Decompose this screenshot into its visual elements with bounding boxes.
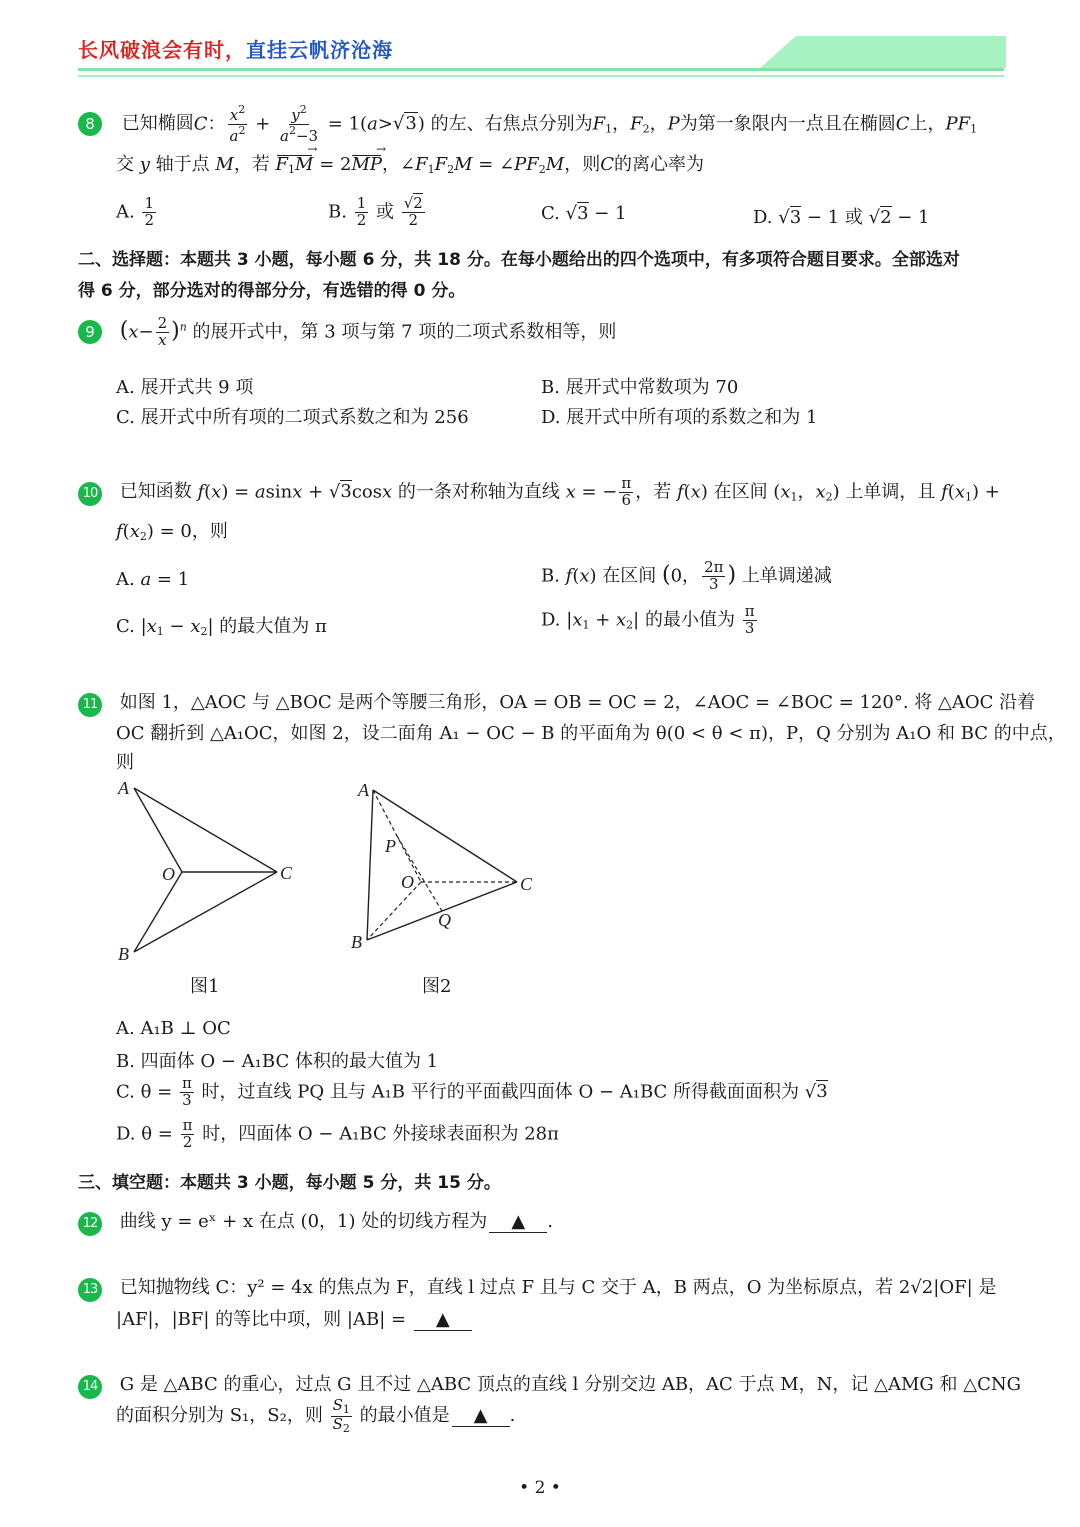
q9-option-a: A. 展开式共 9 项 — [116, 377, 254, 398]
figure-1-diagram — [112, 776, 312, 966]
question-11-line-1: 11 如图 1，△AOC 与 △BOC 是两个等腰三角形，OA = OB = OC = 2，∠AOC = ∠BOC = 120°. 将 △AOC 沿着 — [78, 688, 1035, 717]
fig1-edge-ac — [134, 788, 277, 872]
question-10-line-1: 10 已知函数 f(x) = asinx + √3cosx 的一条对称轴为直线 x = − $\frac{\pi}{6}$ ，若 f(x) 在区间 ($x_1$，$x_2$) 上单调，且 $f(x_1)$ + — [78, 476, 1000, 509]
question-11-line-2: OC 翻折到 △A₁OC，如图 2，设二面角 A₁ − OC − B 的平面角为 θ(0 < θ < π)，P，Q 分别为 A₁O 和 BC 的中点， — [116, 723, 1066, 744]
question-9-stem: 9 (x− $\frac{2}{x}$ )$^n$ 的展开式中，第 3 项与第 7 项的二项式系数相等，则 — [78, 316, 616, 349]
header-rule-thin — [78, 75, 1004, 77]
answer-blank[interactable]: ▲ — [489, 1211, 547, 1233]
question-number-badge: 13 — [78, 1278, 102, 1302]
q8-option-a: A. $\frac{1}{2}$ — [116, 194, 155, 229]
question-14-line-1: 14 G 是 △ABC 的重心，过点 G 且不过 △ABC 顶点的直线 l 分别交边 AB，AC 于点 M，N，记 △AMG 和 △CNG — [78, 1370, 1021, 1399]
fig1-edge-ob — [134, 872, 182, 952]
answer-blank[interactable]: ▲ — [414, 1309, 472, 1331]
fig2-label-b: B — [351, 932, 362, 952]
figure-2-caption: 图2 — [422, 976, 452, 997]
page-number: • 2 • — [519, 1478, 561, 1498]
question-12: 12 曲线 y = eˣ + x 在点 (0，1) 处的切线方程为 ▲ . — [78, 1207, 553, 1236]
section-3-instruction: 三、填空题：本题共 3 小题，每小题 5 分，共 15 分。 — [78, 1173, 501, 1193]
slogan-part-1: 长风破浪会有时， — [78, 38, 246, 62]
q8-option-c: C. √3 − 1 — [541, 203, 627, 224]
question-11-line-3: 则 — [116, 752, 134, 773]
fig2-label-a: A — [358, 780, 369, 800]
fig2-label-p: P — [385, 836, 396, 856]
figure-1-caption: 图1 — [190, 976, 220, 997]
q9-option-b: B. 展开式中常数项为 70 — [541, 377, 739, 398]
q10-option-d: D. $|x_1 + x_2|$ 的最小值为 $\frac{\pi}{3}$ — [541, 602, 755, 637]
fig2-label-q: Q — [438, 910, 451, 930]
header-slogan — [78, 34, 393, 63]
figure-2-diagram — [345, 776, 545, 966]
question-number-badge: 12 — [78, 1212, 102, 1236]
q8-stem: 已知椭圆 — [121, 113, 194, 135]
question-number-badge: 14 — [78, 1375, 102, 1399]
header-rule — [78, 68, 1004, 71]
question-number-badge: 11 — [78, 693, 102, 717]
question-number-badge: 8 — [78, 112, 102, 136]
fig2-label-c: C — [520, 874, 533, 894]
answer-blank[interactable]: ▲ — [452, 1405, 510, 1427]
section-2-instruction-1: 二、选择题：本题共 3 小题，每小题 6 分，共 18 分。在每小题给出的四个选项中，有多项符合题目要求。全部选对 — [78, 250, 960, 270]
fig2-label-o: O — [401, 872, 414, 892]
q8-option-d: D. √3 − 1 或 √2 − 1 — [753, 207, 930, 228]
q10-option-a: A. a = 1 — [116, 569, 190, 590]
q11-option-c: C. θ = $\frac{\pi}{3}$ 时，过直线 PQ 且与 A₁B 平行的平面截四面体 O − A₁BC 所得截面面积为 √3 — [116, 1074, 828, 1109]
question-8-line-1: 8 已知椭圆C： $\frac{x^2}{a^2}$ + $\frac{y^2}{a^2-3}$ = 1(a>√3) 的左、右焦点分别为$F_1$，$F_2$，P为第一象限内一点且在椭圆C上，$PF_1$ — [78, 104, 977, 145]
fig1-edge-ao — [134, 788, 182, 872]
q8-option-b: B. $\frac{1}{2}$ 或 $\frac{√2}{2}$ — [328, 194, 423, 229]
fig1-label-a: A — [118, 778, 129, 798]
fig1-edge-bc — [134, 872, 277, 952]
header-tab-decoration — [760, 36, 1006, 68]
question-14-line-2: 的面积分别为 S₁，S₂，则 $\frac{S_1}{S_2}$ 的最小值是 ▲ . — [116, 1396, 516, 1435]
question-10-line-2: $f(x_2) = 0$，则 — [116, 521, 228, 543]
q9-option-d: D. 展开式中所有项的系数之和为 1 — [541, 407, 818, 428]
fig1-label-o: O — [162, 864, 175, 884]
question-number-badge: 10 — [78, 482, 102, 506]
section-2-instruction-2: 得 6 分，部分选对的得部分分，有选错的得 0 分。 — [78, 281, 466, 301]
question-number-badge: 9 — [78, 320, 102, 344]
question-13-line-1: 13 已知抛物线 C：y² = 4x 的焦点为 F，直线 l 过点 F 且与 C 交于 A，B 两点，O 为坐标原点，若 2√2|OF| 是 — [78, 1273, 996, 1302]
q11-option-d: D. θ = $\frac{\pi}{2}$ 时，四面体 O − A₁BC 外接球表面积为 28π — [116, 1116, 559, 1151]
q11-option-b: B. 四面体 O − A₁BC 体积的最大值为 1 — [116, 1051, 439, 1072]
fig2-edge-a1b — [367, 790, 373, 940]
q10-option-b: B. f(x) 在区间 (0， $\frac{2\pi}{3}$ ) 上单调递减 — [541, 558, 832, 593]
fig1-label-b: B — [118, 944, 129, 964]
slogan-part-2: 直挂云帆济沧海 — [246, 38, 393, 62]
question-13-line-2: |AF|，|BF| 的等比中项，则 |AB| = ▲ — [116, 1305, 472, 1331]
q11-option-a: A. A₁B ⊥ OC — [116, 1018, 231, 1039]
fig1-label-c: C — [280, 863, 293, 883]
q9-option-c: C. 展开式中所有项的二项式系数之和为 256 — [116, 407, 469, 428]
q10-option-c: C. $|x_1 - x_2|$ 的最大值为 π — [116, 616, 327, 638]
question-8-line-2: 交 y 轴于点 M，若 $F_1M$ → = 2MP →，$\angle F_1F_2M$ = $\angle PF_2M$，则C的离心率为 — [116, 150, 704, 176]
